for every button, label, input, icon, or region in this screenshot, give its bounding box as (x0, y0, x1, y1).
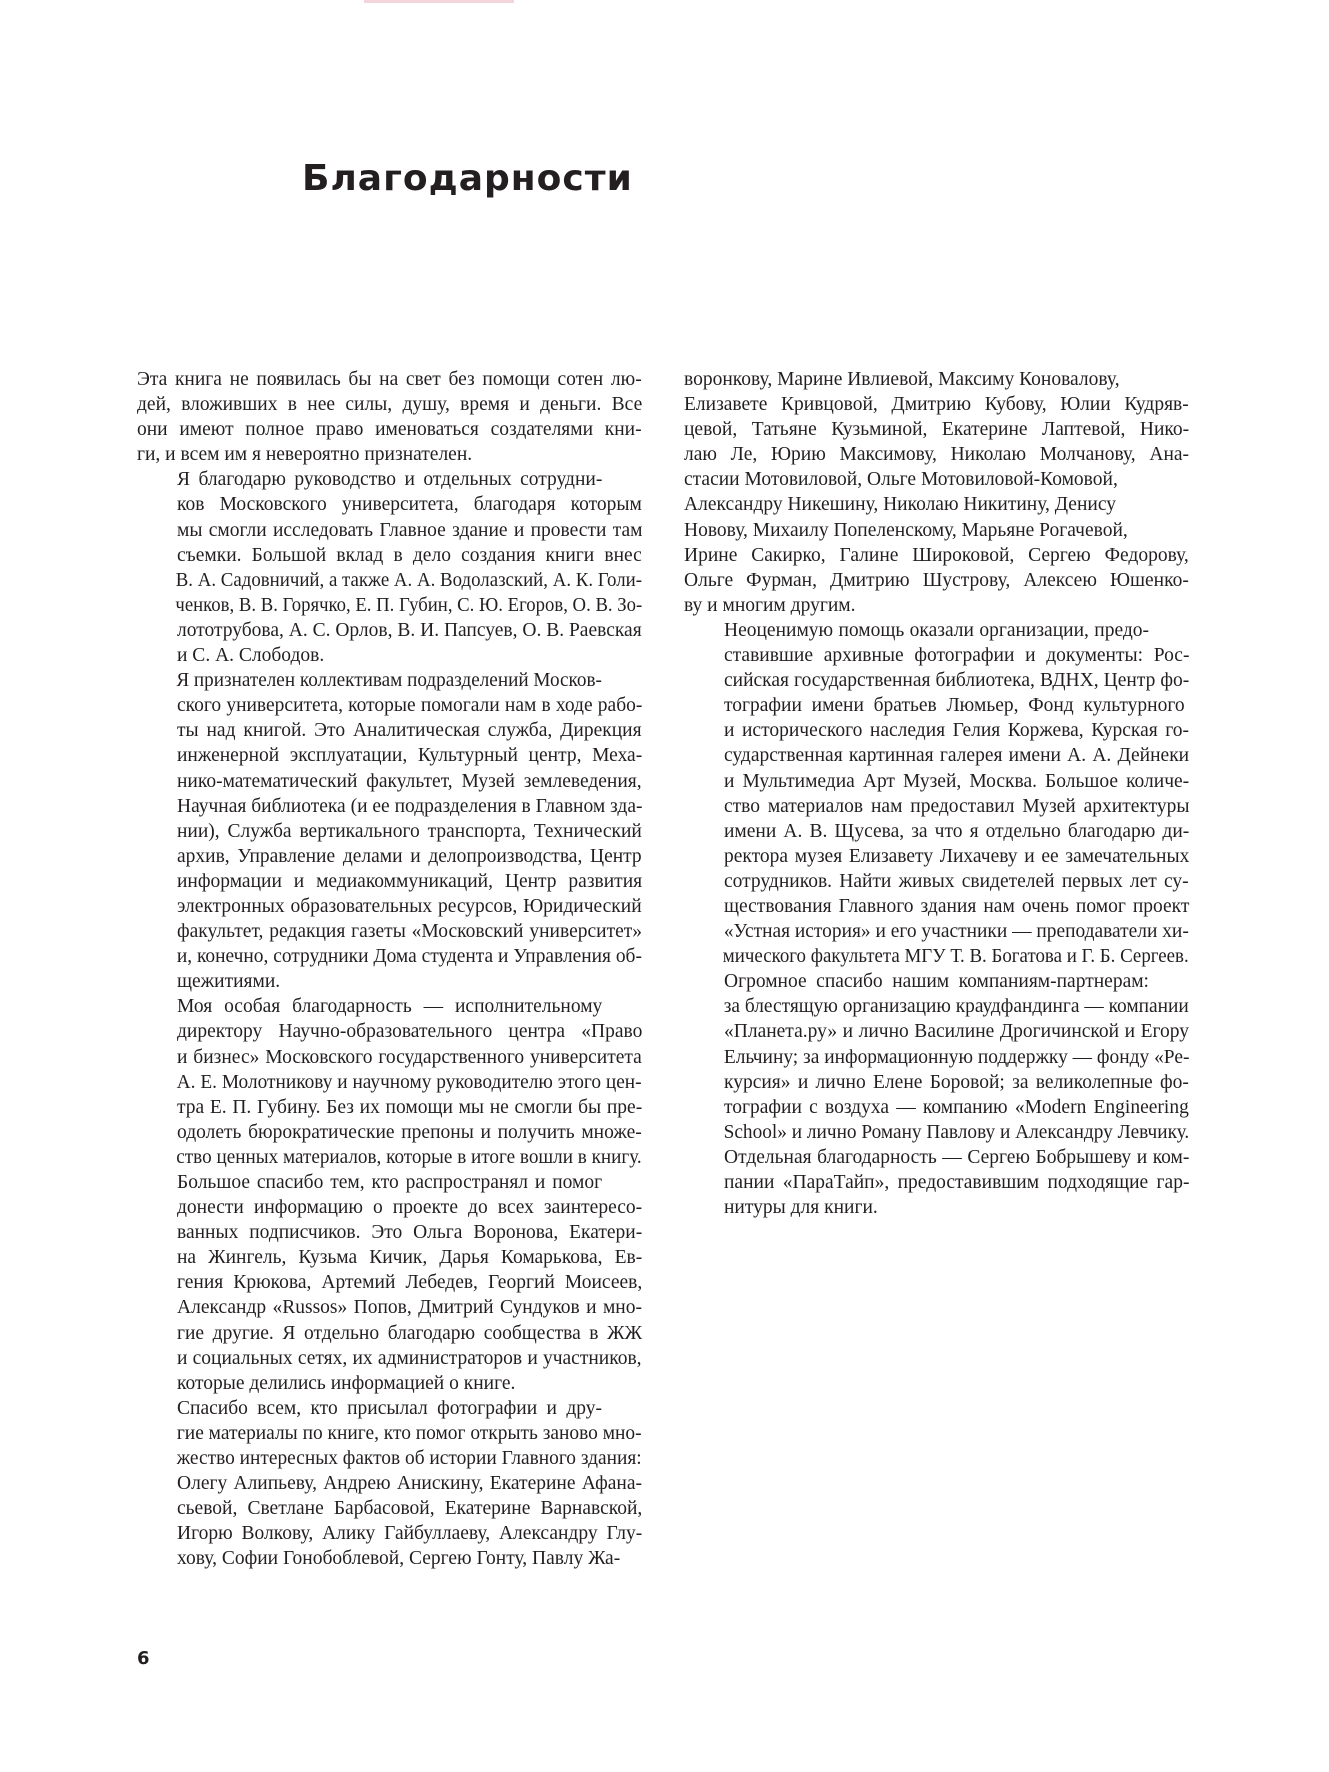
text-line: сотрудников. Найти живых свидетелей первых лет су- (724, 870, 1189, 892)
text-line: Елизавете Кривцовой, Дмитрию Кубову, Юлии Кудряв- (684, 394, 1189, 416)
text-line: одолеть бюрократические препоны и получить множе- (177, 1121, 642, 1143)
left-column-paragraph-4 (137, 994, 642, 1170)
text-line: пании «ПараТайп», предоставившим подходящие гар- (724, 1172, 1190, 1193)
text-line: Я благодарю руководство и отдельных сотрудни- (177, 469, 603, 491)
text-line: хову, Софии Гонобоблевой, Сергею Гонту, Павлу Жа- (177, 1548, 621, 1570)
text-line: тографии имени братьев Люмьер, Фонд культурного (724, 695, 1185, 717)
text-line: Огромное спасибо нашим компаниям-партнерам: (724, 971, 1149, 993)
text-line: Игорю Волкову, Алику Гайбуллаеву, Александру Глу- (177, 1523, 643, 1545)
text-line: «Планета.ру» и лично Василине Дрогичинской и Егору (724, 1021, 1190, 1043)
text-line: Ирине Сакирко, Галине Широковой, Сергею Федорову, (684, 544, 1189, 566)
text-line: Я признателен коллективам подразделений Москов- (176, 670, 602, 692)
text-line: Спасибо всем, кто присылал фотографии и дру- (177, 1397, 603, 1419)
text-line: Новову, Михаилу Попеленскому, Марьяне Рогачевой, (684, 519, 1128, 541)
top-edge-mark (364, 0, 514, 3)
left-column-paragraph-5 (137, 1170, 642, 1396)
text-line: гие материалы по книге, кто помог открыть заново мно- (176, 1422, 642, 1444)
text-line: инженерной эксплуатации, Культурный центр, Меха- (177, 745, 643, 767)
text-line: цевой, Татьяне Кузьминой, Екатерине Лаптевой, Нико- (684, 419, 1190, 441)
text-line: мы смогли исследовать Главное здание и провести там (177, 519, 643, 541)
text-line: стасии Мотовиловой, Ольге Мотовиловой-Комовой, (684, 469, 1118, 491)
text-line: ков Московского университета, благодаря которым (177, 494, 642, 516)
text-line: за блестящую организацию краудфандинга — компании (723, 996, 1189, 1018)
text-line: ву и многим другим. (684, 594, 856, 616)
text-line: которые делились информацией о книге. (177, 1372, 516, 1394)
text-line: ского университета, которые помогали нам в ходе рабо- (177, 695, 643, 717)
text-line: и Мультимедиа Арт Музей, Москва. Большое количе- (724, 770, 1190, 792)
page-title: Благодарности (302, 158, 633, 199)
text-line: тографии с воздуха — компанию «Modern Engineering (724, 1096, 1189, 1118)
text-line: Ольге Фурман, Дмитрию Шустрову, Алексею Юшенко- (684, 569, 1189, 591)
text-line: тра Е. П. Губину. Без их помощи мы не смогли бы пре- (177, 1096, 643, 1118)
text-line: дей, вложивших в нее силы, душу, время и деньги. Все (137, 394, 643, 416)
text-line: и С. А. Слободов. (177, 645, 325, 667)
text-line: на Жингель, Кузьма Кичик, Дарья Комарькова, Ев- (177, 1247, 643, 1269)
right-column-paragraph-2 (684, 618, 1189, 969)
text-line: гие другие. Я отдельно благодарю сообщества в ЖЖ (177, 1322, 643, 1344)
text-line: лототрубова, А. С. Орлов, В. И. Папсуев, О. В. Раевская (177, 619, 642, 641)
page-number: 6 (137, 1648, 150, 1669)
text-line: щежитиями. (177, 971, 281, 993)
text-line: А. Е. Молотникову и научному руководителю этого цен- (176, 1071, 642, 1093)
left-column-paragraph-6 (137, 1396, 642, 1572)
text-line: электронных образовательных ресурсов, Юридический (177, 895, 642, 917)
text-line: съемки. Большой вклад в дело создания книги внес (177, 544, 642, 566)
text-line: гения Крюкова, Артемий Лебедев, Георгий Моисеев, (177, 1272, 643, 1294)
text-line: School» и лично Роману Павлову и Александру Левчику. (723, 1121, 1190, 1143)
text-line: ство материалов нам предоставил Музей архитектуры (724, 795, 1190, 817)
text-line: Александр «Russos» Попов, Дмитрий Сундуков и мно- (177, 1297, 642, 1319)
text-line: Моя особая благодарность — исполнительному (177, 996, 603, 1018)
right-column-paragraph-3 (684, 969, 1189, 1220)
text-line: курсия» и лично Елене Боровой; за великолепные фо- (724, 1071, 1189, 1093)
text-line: мического факультета МГУ Т. В. Богатова и Г. Б. Сергеев. (722, 946, 1189, 968)
text-line: Олегу Алипьеву, Андрею Анискину, Екатерине Афана- (177, 1473, 642, 1495)
text-line: Неоценимую помощь оказали организации, предо- (724, 619, 1150, 641)
text-line: и бизнес» Московского государственного университета (177, 1046, 642, 1068)
right-text-column (684, 367, 1189, 1220)
text-line: Отдельная благодарность — Сергею Бобрышеву и ком- (724, 1146, 1190, 1168)
text-line: ставившие архивные фотографии и документы: Рос- (724, 645, 1190, 667)
text-line: ректора музея Елизавету Лихачеву и ее замечательных (724, 845, 1190, 867)
text-line: они имеют полное право именоваться создателями кни- (137, 419, 642, 441)
text-line: нико-математический факультет, Музей землеведения, (177, 770, 642, 792)
left-column-paragraph-1 (137, 367, 642, 467)
text-line: ты над книгой. Это Аналитическая служба, Дирекция (177, 720, 642, 742)
text-line: архив, Управление делами и делопроизводства, Центр (177, 845, 642, 867)
text-line: лаю Ле, Юрию Максимову, Николаю Молчанову, Ана- (684, 444, 1190, 466)
text-line: Эта книга не появилась бы на свет без помощи сотен лю- (137, 369, 642, 390)
text-line: Большое спасибо тем, кто распространял и помог (177, 1172, 603, 1193)
text-line: ство ценных материалов, которые в итоге вошли в книгу. (176, 1146, 642, 1168)
text-line: и исторического наследия Гелия Коржева, Курская го- (724, 720, 1190, 742)
text-line: Ельчину; за информационную поддержку — фонду «Ре- (723, 1046, 1190, 1068)
text-line: ченков, В. В. Горячко, Е. П. Губин, С. Ю. Егоров, О. В. Зо- (175, 594, 643, 616)
text-line: В. А. Садовничий, а также А. А. Водолазский, А. К. Голи- (175, 569, 642, 591)
text-line: Александру Никешину, Николаю Никитину, Денису (684, 494, 1116, 516)
text-line: ществования Главного здания нам очень помог проект (724, 895, 1190, 917)
text-line: сударственная картинная галерея имени А. А. Дейнеки (724, 745, 1190, 767)
text-line: ванных подписчиков. Это Ольга Воронова, Екатери- (177, 1222, 643, 1244)
text-line: и социальных сетях, их администраторов и участников, (177, 1347, 642, 1369)
text-line: жество интересных фактов об истории Главного здания: (176, 1448, 642, 1470)
text-line: воронкову, Марине Ивлиевой, Максиму Коновалову, (684, 369, 1120, 390)
text-line: нитуры для книги. (724, 1197, 878, 1219)
text-line: Научная библиотека (и ее подразделения в Главном зда- (177, 795, 643, 817)
text-line: сийская государственная библиотека, ВДНХ, Центр фо- (724, 670, 1190, 692)
left-column-paragraph-2 (137, 467, 642, 668)
left-column-paragraph-3 (137, 668, 642, 994)
text-line: нии), Служба вертикального транспорта, Технический (177, 820, 642, 842)
text-line: директору Научно-образовательного центра «Право (177, 1021, 643, 1043)
left-text-column (137, 367, 642, 1572)
text-line: сьевой, Светлане Барбасовой, Екатерине Варнавской, (177, 1498, 643, 1520)
text-line: «Устная история» и его участники — преподаватели хи- (723, 921, 1189, 943)
text-line: и, конечно, сотрудники Дома студента и Управления об- (176, 946, 642, 968)
text-line: ги, и всем им я невероятно признателен. (137, 444, 473, 466)
text-line: донести информацию о проекте до всех заинтересо- (177, 1197, 643, 1219)
text-line: имени А. В. Щусева, за что я отдельно благодарю ди- (724, 820, 1190, 842)
text-line: факультет, редакция газеты «Московский университет» (177, 921, 643, 943)
right-column-paragraph-1 (684, 367, 1189, 618)
text-line: информации и медиакоммуникаций, Центр развития (177, 870, 643, 892)
